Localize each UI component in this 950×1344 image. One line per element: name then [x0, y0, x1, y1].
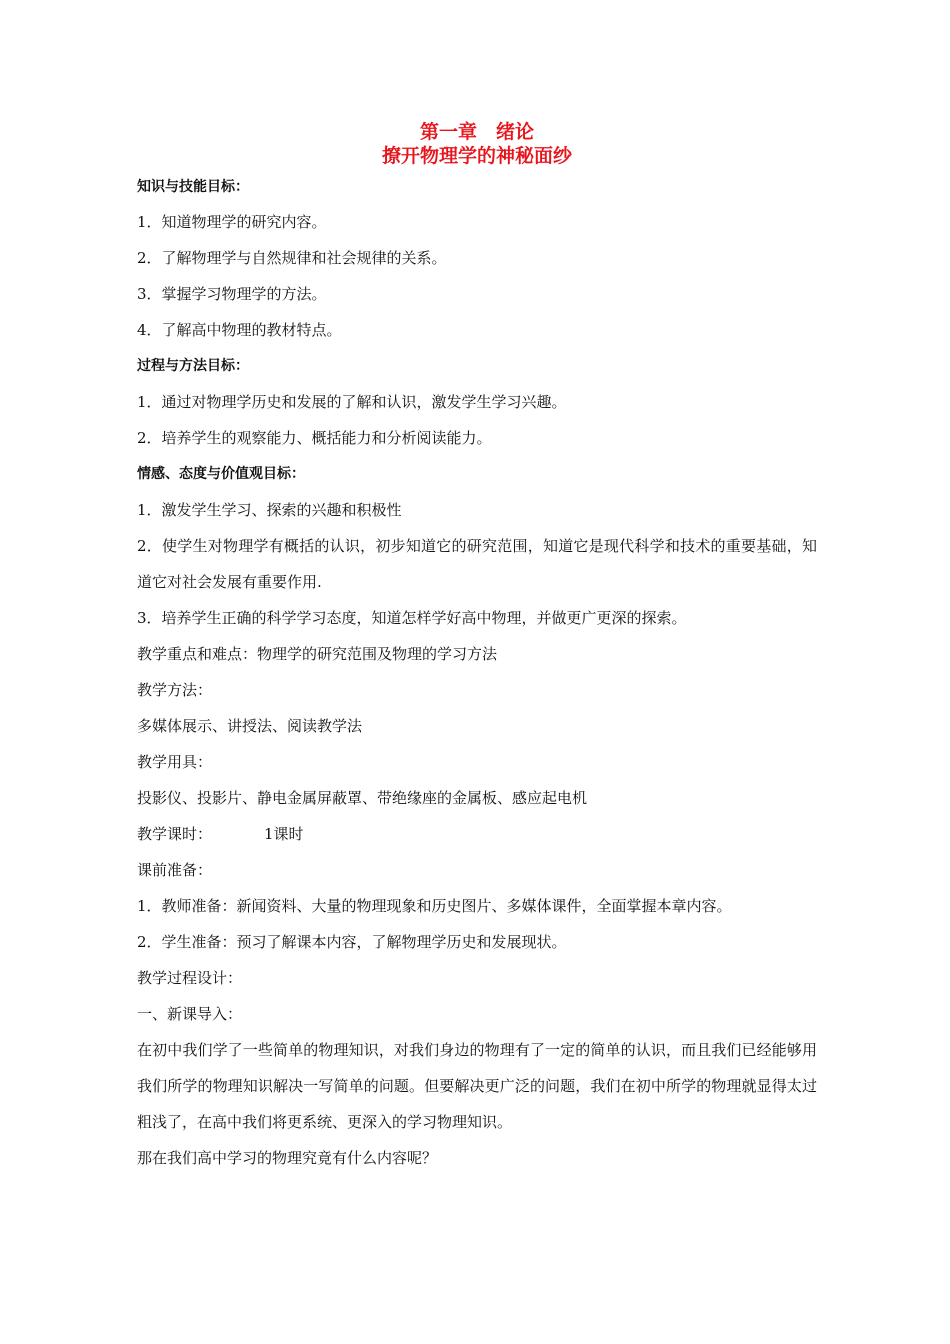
title-block: [137, 120, 817, 168]
knowledge-goal-item: 1．知道物理学的研究内容。: [137, 213, 327, 231]
method-value: 多媒体展示、讲授法、阅读教学法: [137, 717, 363, 735]
intro-paragraph: 在初中我们学了一些简单的物理知识，对我们身边的物理有了一定的简单的认识，而且我们已经能够用我们所学的物理知识解决一写简单的问题。但要解决更广泛的问题，我们在初中所学的物理就显得太过粗浅了，在高中我们将更系统、更深入的学习物理知识。: [137, 1041, 817, 1131]
prep-item: 1．教师准备：新闻资料、大量的物理现象和历史图片、多媒体课件，全面掌握本章内容。: [137, 897, 732, 915]
intro-label: 一、新课导入：: [137, 1005, 243, 1023]
knowledge-goal-item: 2．了解物理学与自然规律和社会规律的关系。: [137, 249, 447, 267]
process-goal-item: 1．通过对物理学历史和发展的了解和认识，激发学生学习兴趣。: [137, 393, 567, 411]
attitude-goal-item: 1．激发学生学习、探索的兴趣和积极性: [137, 501, 402, 519]
key-points: 教学重点和难点：物理学的研究范围及物理的学习方法: [137, 645, 498, 663]
knowledge-goals-heading: 知识与技能目标：: [137, 179, 249, 195]
process-goals-heading: 过程与方法目标：: [137, 358, 249, 374]
period-line: [137, 816, 817, 852]
period-label: 教学课时：: [137, 825, 213, 843]
method-label: 教学方法：: [137, 681, 213, 699]
attitude-goals-heading: 情感、态度与价值观目标：: [137, 466, 305, 482]
attitude-goal-item: 3．培养学生正确的科学学习态度，知道怎样学好高中物理，并做更广更深的探索。: [137, 609, 687, 627]
prep-label: 课前准备：: [137, 861, 213, 879]
knowledge-goal-item: 4．了解高中物理的教材特点。: [137, 321, 342, 339]
closing-question: 那在我们高中学习的物理究竟有什么内容呢？: [137, 1149, 438, 1167]
prep-item: 2．学生准备：预习了解课本内容，了解物理学历史和发展现状。: [137, 933, 567, 951]
lesson-title: 撩开物理学的神秘面纱: [381, 145, 572, 167]
process-goal-item: 2．培养学生的观察能力、概括能力和分析阅读能力。: [137, 429, 492, 447]
period-value: 1课时: [264, 825, 304, 843]
design-label: 教学过程设计：: [137, 969, 243, 987]
attitude-goal-item: 2．使学生对物理学有概括的认识，初步知道它的研究范围，知道它是现代科学和技术的重要基础，知道它对社会发展有重要作用.: [137, 537, 817, 591]
chapter-title: 第一章 绪论: [419, 121, 534, 143]
tools-value: 投影仪、投影片、静电金属屏蔽罩、带绝缘座的金属板、感应起电机: [137, 789, 588, 807]
tools-label: 教学用具：: [137, 753, 213, 771]
document-page: [137, 120, 817, 1176]
knowledge-goal-item: 3．掌握学习物理学的方法。: [137, 285, 327, 303]
